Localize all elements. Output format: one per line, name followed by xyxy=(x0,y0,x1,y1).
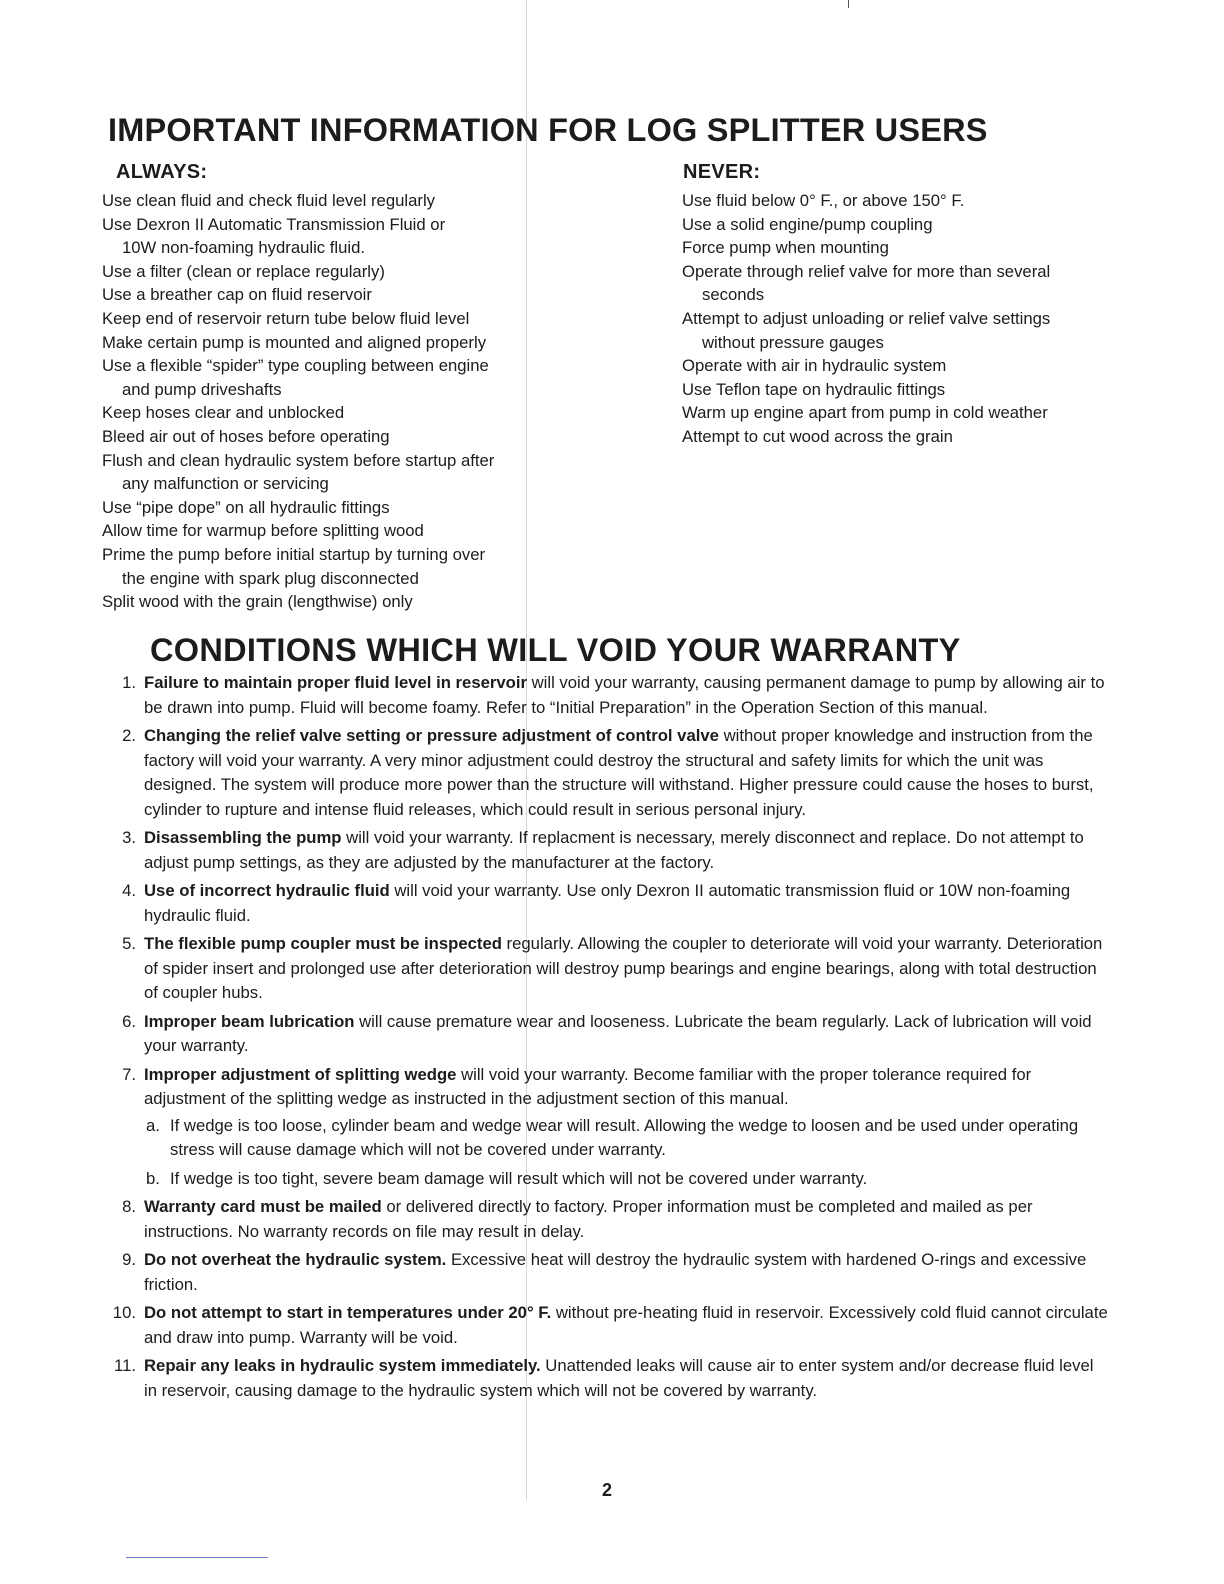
sub-letter: b. xyxy=(146,1168,160,1188)
warranty-title: CONDITIONS WHICH WILL VOID YOUR WARRANTY xyxy=(150,632,961,668)
never-item: Operate with air in hydraulic system xyxy=(682,356,947,376)
wedge-sub-item xyxy=(144,1167,1110,1192)
condition-bold-lead: Do not attempt to start in temperatures under 20° F. xyxy=(144,1303,552,1322)
never-heading: NEVER: xyxy=(683,161,761,183)
warranty-conditions-list xyxy=(106,671,1110,1407)
always-item: Prime the pump before initial startup by turning over xyxy=(102,544,486,564)
warranty-condition xyxy=(106,671,1110,720)
never-item: Use a solid engine/pump coupling xyxy=(682,214,933,234)
always-item: Keep end of reservoir return tube below fluid level xyxy=(102,308,470,328)
condition-number: 10. xyxy=(112,1303,136,1322)
condition-bold-lead: Improper beam lubrication xyxy=(144,1011,355,1031)
never-item-continuation: seconds xyxy=(702,285,765,305)
warranty-condition xyxy=(106,1301,1110,1350)
warranty-condition xyxy=(106,1248,1110,1297)
always-item: Use a breather cap on fluid reservoir xyxy=(102,285,372,305)
always-item: Bleed air out of hoses before operating xyxy=(102,426,390,446)
never-item: Attempt to cut wood across the grain xyxy=(682,426,953,446)
condition-bold-lead: Use of incorrect hydraulic fluid xyxy=(144,881,390,900)
condition-number: 8. xyxy=(122,1197,136,1216)
wedge-sub-list xyxy=(144,1114,1110,1192)
never-list xyxy=(682,189,1162,449)
condition-text: regularly. Allowing the coupler to deteriorate will void your warranty. Deterioration of spider insert and prolonged use after deterioration will destroy pump bearings and engine bearings, along with total destruction of coupler hubs. xyxy=(144,934,1103,1002)
condition-number: 4. xyxy=(122,881,136,900)
warranty-condition xyxy=(106,724,1110,822)
condition-text: or delivered directly to factory. Proper information must be completed and mailed as per instructions. No warranty records on file may result in delay. xyxy=(144,1197,1033,1241)
always-list xyxy=(102,189,602,614)
always-item: Allow time for warmup before splitting wood xyxy=(102,521,424,541)
always-item: Use a filter (clean or replace regularly) xyxy=(102,261,385,281)
wedge-sub-item xyxy=(144,1114,1110,1163)
condition-bold-lead: Improper adjustment of splitting wedge xyxy=(144,1064,457,1084)
always-item: Keep hoses clear and unblocked xyxy=(102,403,345,423)
condition-number: 7. xyxy=(122,1064,136,1084)
footer-rule xyxy=(126,1557,268,1558)
warranty-condition xyxy=(106,1010,1110,1059)
always-item: Flush and clean hydraulic system before startup after xyxy=(102,450,495,470)
sub-letter: a. xyxy=(146,1115,160,1135)
always-item: Split wood with the grain (lengthwise) only xyxy=(102,592,413,612)
never-item: Operate through relief valve for more than several xyxy=(682,261,1051,281)
always-item: Use “pipe dope” on all hydraulic fittings xyxy=(102,497,390,517)
always-item-continuation: any malfunction or servicing xyxy=(122,474,329,494)
scan-mark xyxy=(848,0,849,8)
condition-text: will void your warranty. If replacment is necessary, merely disconnect and replace. Do not attempt to adjust pump settings, as they are adjusted by the manufacturer at the factory. xyxy=(144,828,1084,872)
condition-bold-lead: The flexible pump coupler must be inspected xyxy=(144,934,502,953)
condition-bold-lead: Disassembling the pump xyxy=(144,828,342,847)
warranty-condition xyxy=(106,879,1110,928)
condition-text: will void your warranty. Use only Dexron II automatic transmission fluid or 10W non-foaming hydraulic fluid. xyxy=(144,881,1071,925)
condition-text: will void your warranty, causing permanent damage to pump by allowing air to be drawn into pump. Fluid will become foamy. Refer to “Initial Preparation” in the Operation Section of this manual. xyxy=(144,673,1105,717)
sub-text: If wedge is too loose, cylinder beam and wedge wear will result. Allowing the wedge to loosen and be used under operating stress will cause damage which will not be covered under warranty. xyxy=(170,1115,1079,1159)
condition-bold-lead: Failure to maintain proper fluid level in reservoir xyxy=(144,673,527,692)
never-item: Use Teflon tape on hydraulic fittings xyxy=(682,379,946,399)
never-item-continuation: without pressure gauges xyxy=(702,332,884,352)
condition-bold-lead: Changing the relief valve setting or pressure adjustment of control valve xyxy=(144,726,719,745)
always-item: Make certain pump is mounted and aligned properly xyxy=(102,332,487,352)
important-info-title: IMPORTANT INFORMATION FOR LOG SPLITTER USERS xyxy=(108,112,988,148)
condition-number: 6. xyxy=(122,1011,136,1031)
always-item: Use clean fluid and check fluid level regularly xyxy=(102,191,436,210)
always-heading: ALWAYS: xyxy=(116,161,208,183)
condition-bold-lead: Repair any leaks in hydraulic system immediately. xyxy=(144,1356,541,1375)
warranty-condition xyxy=(106,1195,1110,1244)
warranty-condition xyxy=(106,1354,1110,1403)
condition-bold-lead: Warranty card must be mailed xyxy=(144,1197,382,1216)
always-item-continuation: the engine with spark plug disconnected xyxy=(122,568,419,588)
page-number: 2 xyxy=(602,1480,613,1500)
condition-text: will void your warranty. Become familiar with the proper tolerance required for adjustment of the splitting wedge as instructed in the adjustment section of this manual. xyxy=(144,1064,1032,1108)
condition-number: 2. xyxy=(122,726,136,745)
warranty-condition xyxy=(106,826,1110,875)
warranty-condition xyxy=(106,932,1110,1006)
condition-number: 9. xyxy=(122,1250,136,1269)
warranty-condition xyxy=(106,1063,1110,1192)
never-item: Use fluid below 0° F., or above 150° F. xyxy=(682,191,965,210)
condition-number: 5. xyxy=(122,934,136,953)
condition-text: without proper knowledge and instruction from the factory will void your warranty. A very minor adjustment could destroy the structural and safety limits for which the unit was designed. The system will produce more power than the structure will withstand. Higher pressure could cause the hoses to burst, cylinder to rupture and intense fluid releases, which could result in serious personal injury. xyxy=(144,726,1094,819)
never-item: Warm up engine apart from pump in cold weather xyxy=(682,403,1048,423)
condition-text: Unattended leaks will cause air to enter system and/or decrease fluid level in reservoir, causing damage to the hydraulic system which will not be covered by warranty. xyxy=(144,1356,1094,1400)
never-item: Force pump when mounting xyxy=(682,238,889,258)
condition-number: 3. xyxy=(122,828,136,847)
condition-text: without pre-heating fluid in reservoir. Excessively cold fluid cannot circulate and draw into pump. Warranty will be void. xyxy=(144,1303,1108,1347)
never-item: Attempt to adjust unloading or relief valve settings xyxy=(682,308,1051,328)
always-item: Use a flexible “spider” type coupling between engine xyxy=(102,356,489,376)
condition-text: will cause premature wear and looseness. Lubricate the beam regularly. Lack of lubrication will void your warranty. xyxy=(144,1011,1092,1055)
condition-bold-lead: Do not overheat the hydraulic system. xyxy=(144,1250,447,1269)
condition-number: 11. xyxy=(114,1356,136,1375)
sub-text: If wedge is too tight, severe beam damage will result which will not be covered under warranty. xyxy=(170,1168,868,1188)
condition-text: Excessive heat will destroy the hydraulic system with hardened O-rings and excessive friction. xyxy=(144,1250,1087,1294)
always-item-continuation: 10W non-foaming hydraulic fluid. xyxy=(122,238,366,258)
always-item: Use Dexron II Automatic Transmission Fluid or xyxy=(102,214,446,234)
always-item-continuation: and pump driveshafts xyxy=(122,379,282,399)
condition-number: 1. xyxy=(122,673,136,692)
